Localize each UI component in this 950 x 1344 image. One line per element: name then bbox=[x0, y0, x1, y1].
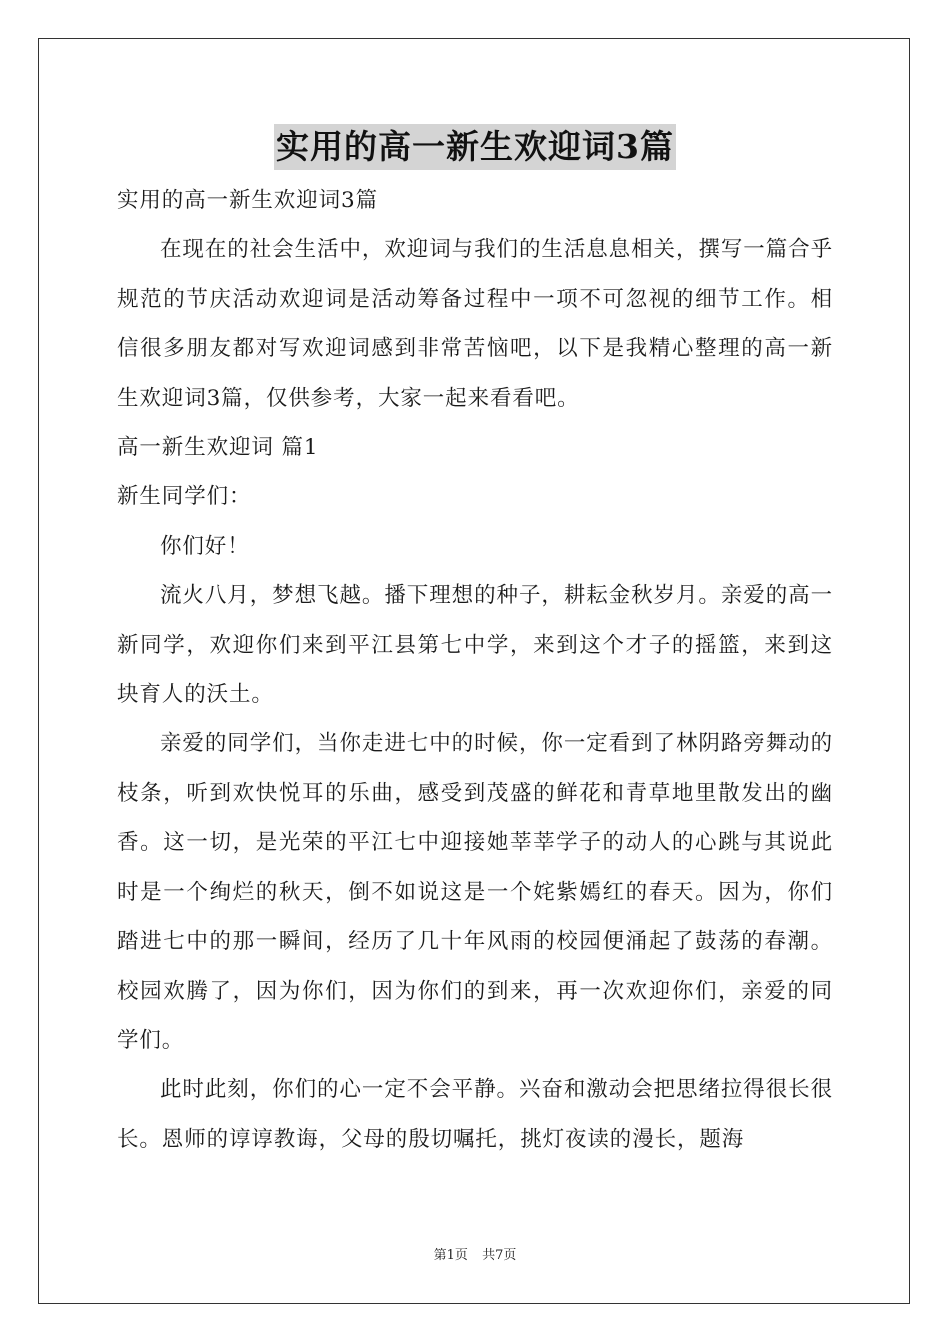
paragraph: 实用的高一新生欢迎词3篇 bbox=[117, 188, 378, 213]
greeting: 你们好！ bbox=[160, 533, 250, 559]
page-total: 共7页 bbox=[482, 1248, 517, 1263]
paragraph: 亲爱的同学们，当你走进七中的时候，你一定看到了林阴路旁舞动的枝条，听到欢快悦耳的乐曲，感受到茂盛的鲜花和青草地里散发出的幽香。这一切，是光荣的平江七中迎接她莘莘学子的动人的心跳与其说此时是一个绚烂的秋天，倒不如说这是一个姹紫嫣红的春天。因为，你们踏进七中的那一瞬间，经历了几十年风雨的校园便涌起了鼓荡的春潮。校园欢腾了，因为你们，因为你们的到来，再一次欢迎你们，亲爱的同学们。 bbox=[117, 731, 833, 1053]
page-number: 第1页 bbox=[433, 1248, 468, 1263]
salutation: 新生同学们： bbox=[117, 484, 252, 510]
title-container bbox=[0, 124, 950, 170]
document-body bbox=[117, 176, 833, 1164]
section-heading: 高一新生欢迎词 篇1 bbox=[117, 435, 319, 461]
paragraph: 此时此刻，你们的心一定不会平静。兴奋和激动会把思绪拉得很长很长。恩师的谆谆教诲，父母的殷切嘱托，挑灯夜读的漫长，题海 bbox=[117, 1077, 833, 1152]
page-footer bbox=[0, 1244, 950, 1263]
paragraph: 流火八月，梦想飞越。播下理想的种子，耕耘金秋岁月。亲爱的高一新同学，欢迎你们来到平江县第七中学，来到这个才子的摇篮，来到这块育人的沃土。 bbox=[117, 583, 833, 708]
paragraph: 在现在的社会生活中，欢迎词与我们的生活息息相关，撰写一篇合乎规范的节庆活动欢迎词是活动筹备过程中一项不可忽视的细节工作。相信很多朋友都对写欢迎词感到非常苦恼吧，以下是我精心整理的高一新生欢迎词3篇，仅供参考，大家一起来看看吧。 bbox=[117, 237, 833, 411]
document-title: 实用的高一新生欢迎词3篇 bbox=[274, 124, 676, 170]
